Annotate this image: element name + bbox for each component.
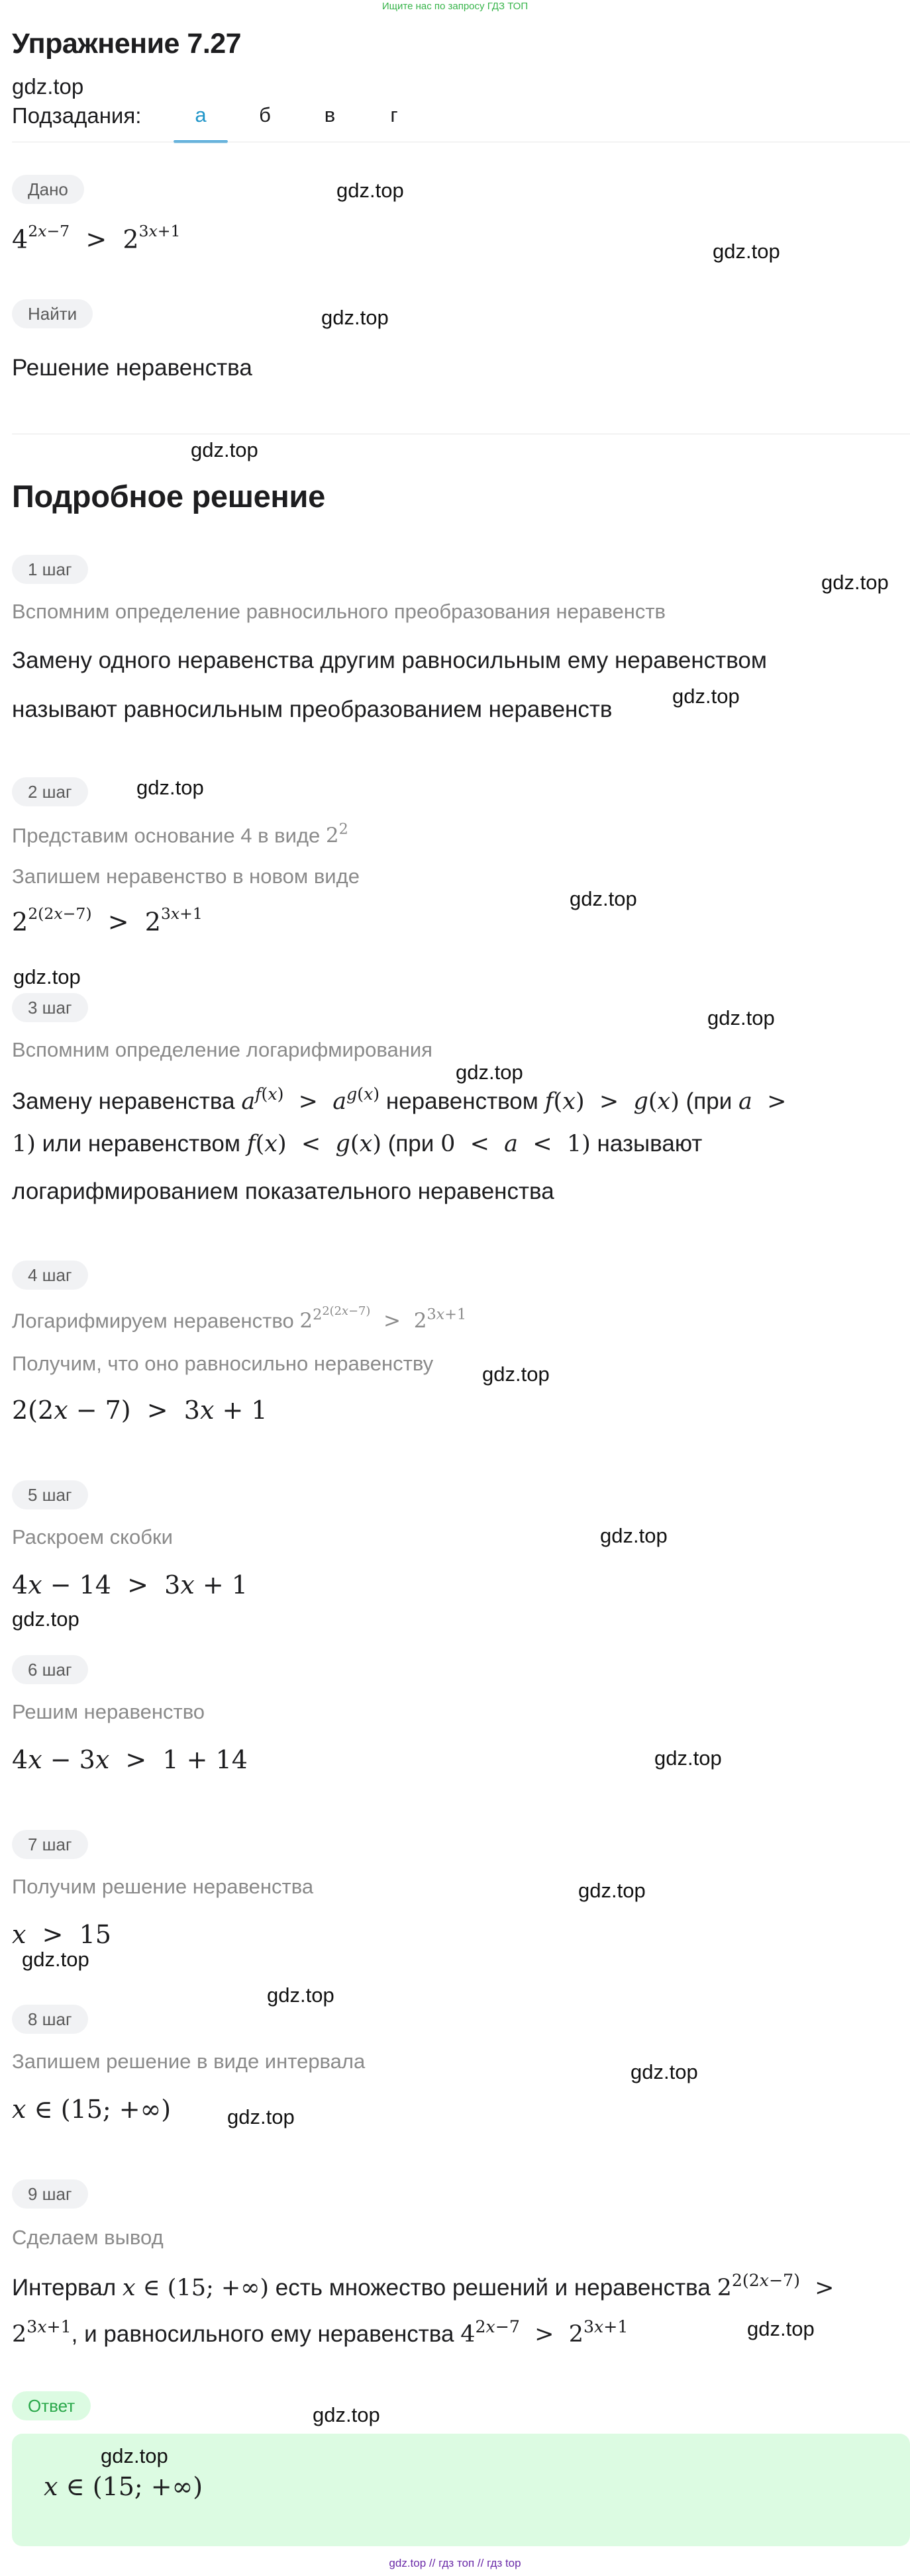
step-7-hint: Получим решение неравенства [12,1875,314,1898]
watermark: gdz.top [578,1879,646,1902]
given-badge: Дано [12,175,84,204]
step-5-hint: Раскроем скобки [12,1525,173,1549]
watermark: gdz.top [227,2105,295,2128]
step-2-hint: Представим основание 4 в виде $2^2$ [12,821,348,848]
step-3-text: логарифмированием показательного неравенства [12,1178,554,1204]
step-8-badge: 8 шаг [12,2005,88,2034]
watermark: gdz.top [821,571,889,594]
find-text: Решение неравенства [12,355,252,381]
watermark: gdz.top [191,438,258,461]
tab-v[interactable]: в [324,103,336,126]
step-4-hint: Получим, что оно равносильно неравенству [12,1352,434,1375]
step-5-formula: 4x − 14 > 3x + 1 [12,1570,248,1599]
watermark: gdz.top [713,240,780,263]
watermark: gdz.top [747,2317,815,2340]
step-7-badge: 7 шаг [12,1830,88,1859]
watermark: gdz.top [267,1983,334,2007]
page-title: Упражнение 7.27 [12,28,242,60]
step-3-hint: Вспомним определение логарифмирования [12,1038,432,1061]
answer-badge: Ответ [12,2391,91,2420]
watermark: gdz.top [101,2444,168,2467]
watermark: gdz.top [321,306,389,329]
step-1-text: называют равносильным преобразованием неравенств [12,696,613,722]
tab-a[interactable]: а [195,103,207,126]
watermark: gdz.top [672,685,740,708]
tab-b[interactable]: б [259,103,271,126]
step-2-badge: 2 шаг [12,777,88,806]
step-9-text: $2^{3x+1}$, и равносильного ему неравенства $4^{2x-7} > 2^{3x+1}$ [12,2317,629,2348]
step-3-text: 1) или неравенством f(x) < g(x) (при 0 < a < 1) называют [12,1131,703,1157]
step-5-badge: 5 шаг [12,1480,88,1509]
step-6-formula: 4x − 3x > 1 + 14 [12,1745,248,1774]
watermark: gdz.top [654,1746,722,1770]
step-8-hint: Запишем решение в виде интервала [12,2050,366,2073]
step-4-formula: 2(2x − 7) > 3x + 1 [12,1396,268,1425]
watermark: gdz.top [456,1061,523,1084]
step-6-hint: Решим неравенство [12,1700,205,1723]
step-2-hint: Запишем неравенство в новом виде [12,865,360,888]
watermark: gdz.top [22,1948,89,1971]
step-9-hint: Сделаем вывод [12,2226,164,2249]
section-title: Подробное решение [12,479,325,514]
subtasks-label: Подзадания: [12,103,142,128]
watermark: gdz.top [631,2060,698,2083]
step-7-formula: x > 15 [12,1920,111,1949]
tab-g[interactable]: г [390,103,398,126]
watermark: gdz.top [336,179,404,202]
answer-formula: x ∈ (15; +∞) [44,2472,203,2501]
watermark: gdz.top [13,965,81,988]
top-search-note: Ищите нас по запросу ГДЗ ТОП [381,1,529,12]
step-4-badge: 4 шаг [12,1261,88,1290]
watermark: gdz.top [600,1524,668,1547]
watermark: gdz.top [570,887,637,910]
find-badge: Найти [12,299,93,328]
watermark: gdz.top [313,2403,380,2426]
step-8-formula: x ∈ (15; +∞) [12,2095,172,2124]
step-2-formula: $2^{2(2x-7)} > 2^{3x+1}$ [12,904,203,937]
given-inequality: $4^{2x-7} > 2^{3x+1}$ [12,222,181,254]
footer: gdz.top // гдз топ // гдз top [389,2557,521,2569]
step-1-text: Замену одного неравенства другим равносильным ему неравенством [12,647,767,673]
step-9-badge: 9 шаг [12,2179,88,2209]
step-9-text: Интервал x ∈ (15; +∞) есть множество решений и неравенства $2^{2(2x-7)}$ > [12,2271,834,2301]
step-1-hint: Вспомним определение равносильного преобразования неравенств [12,600,666,623]
step-3-badge: 3 шаг [12,993,88,1022]
site-name: gdz.top [12,74,84,99]
watermark: gdz.top [136,776,204,799]
step-6-badge: 6 шаг [12,1655,88,1684]
watermark: gdz.top [482,1362,550,1386]
watermark: gdz.top [707,1006,775,1029]
step-4-hint: Логарифмируем неравенство $2^{2^{2(2x-7)}} > 2^{3x+1}$ [12,1304,467,1333]
watermark: gdz.top [12,1607,79,1631]
step-1-badge: 1 шаг [12,555,88,584]
step-3-text: Замену неравенства $a^{f(x)} > a^{g(x)}$ неравенством f(x) > g(x) (при a > [12,1084,787,1115]
